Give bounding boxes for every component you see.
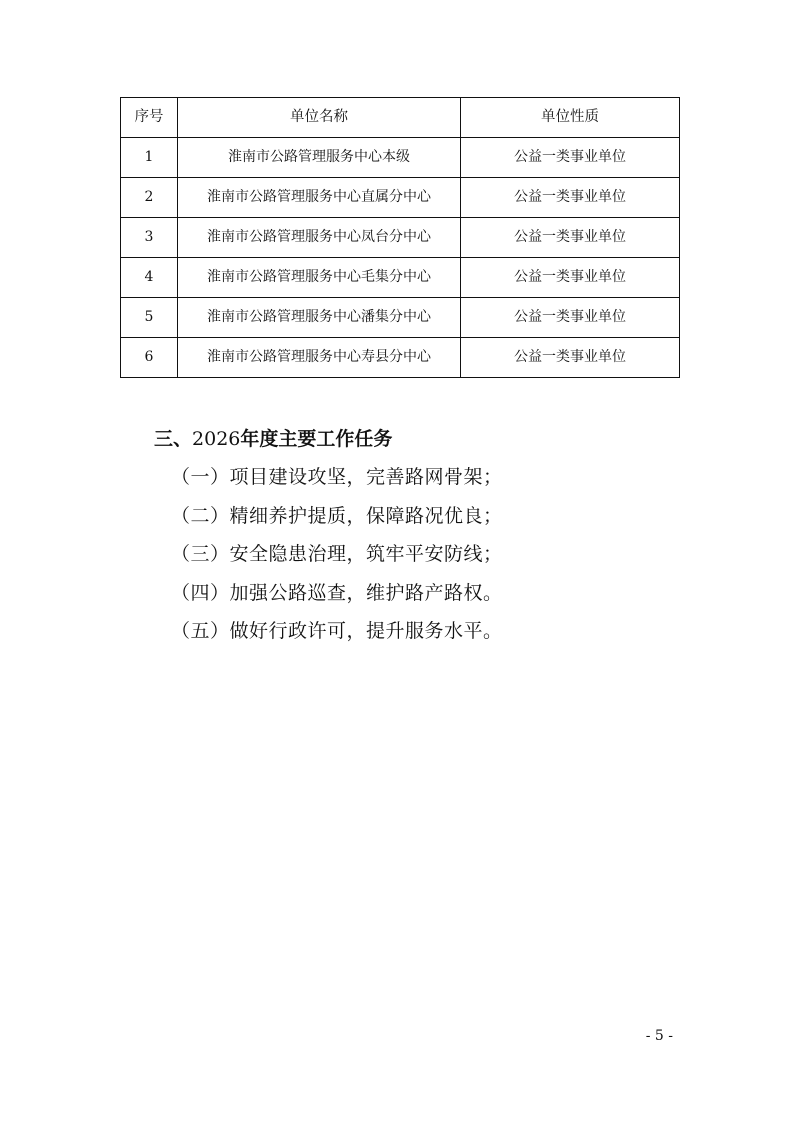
cell-serial-number: 6 xyxy=(121,338,178,378)
section-year: 2026 xyxy=(192,428,241,450)
task-list xyxy=(171,458,503,651)
units-table xyxy=(120,97,680,378)
header-serial-number: 序号 xyxy=(121,98,178,138)
section-prefix: 三、 xyxy=(154,428,193,450)
cell-unit-type: 公益一类事业单位 xyxy=(461,258,680,298)
section-title: 年度主要工作任务 xyxy=(240,428,393,450)
table-row xyxy=(121,338,680,378)
table-header-row xyxy=(121,98,680,138)
cell-unit-type: 公益一类事业单位 xyxy=(461,338,680,378)
table-row xyxy=(121,258,680,298)
cell-unit-name: 淮南市公路管理服务中心毛集分中心 xyxy=(178,258,461,298)
list-item: （四）加强公路巡查，维护路产路权。 xyxy=(171,581,503,604)
cell-unit-name: 淮南市公路管理服务中心潘集分中心 xyxy=(178,298,461,338)
cell-serial-number: 3 xyxy=(121,218,178,258)
cell-unit-type: 公益一类事业单位 xyxy=(461,138,680,178)
cell-unit-name: 淮南市公路管理服务中心寿县分中心 xyxy=(178,338,461,378)
cell-unit-name: 淮南市公路管理服务中心凤台分中心 xyxy=(178,218,461,258)
section-heading xyxy=(154,425,392,453)
table-row xyxy=(121,298,680,338)
list-item: （三）安全隐患治理，筑牢平安防线； xyxy=(171,543,503,565)
list-item: （一）项目建设攻坚，完善路网骨架； xyxy=(171,466,503,488)
cell-unit-name: 淮南市公路管理服务中心本级 xyxy=(178,138,461,178)
table-row xyxy=(121,218,680,258)
cell-unit-type: 公益一类事业单位 xyxy=(461,218,680,258)
list-item: （二）精细养护提质，保障路况优良； xyxy=(171,504,503,527)
page-number: - 5 - xyxy=(645,1028,673,1044)
table-row xyxy=(121,178,680,218)
cell-unit-type: 公益一类事业单位 xyxy=(461,298,680,338)
header-unit-type: 单位性质 xyxy=(461,98,680,138)
table-row xyxy=(121,138,680,178)
header-unit-name: 单位名称 xyxy=(178,98,461,138)
cell-serial-number: 1 xyxy=(121,138,178,178)
cell-unit-name: 淮南市公路管理服务中心直属分中心 xyxy=(178,178,461,218)
cell-serial-number: 5 xyxy=(121,298,178,338)
cell-unit-type: 公益一类事业单位 xyxy=(461,178,680,218)
list-item: （五）做好行政许可，提升服务水平。 xyxy=(171,620,503,642)
cell-serial-number: 4 xyxy=(121,258,178,298)
cell-serial-number: 2 xyxy=(121,178,178,218)
